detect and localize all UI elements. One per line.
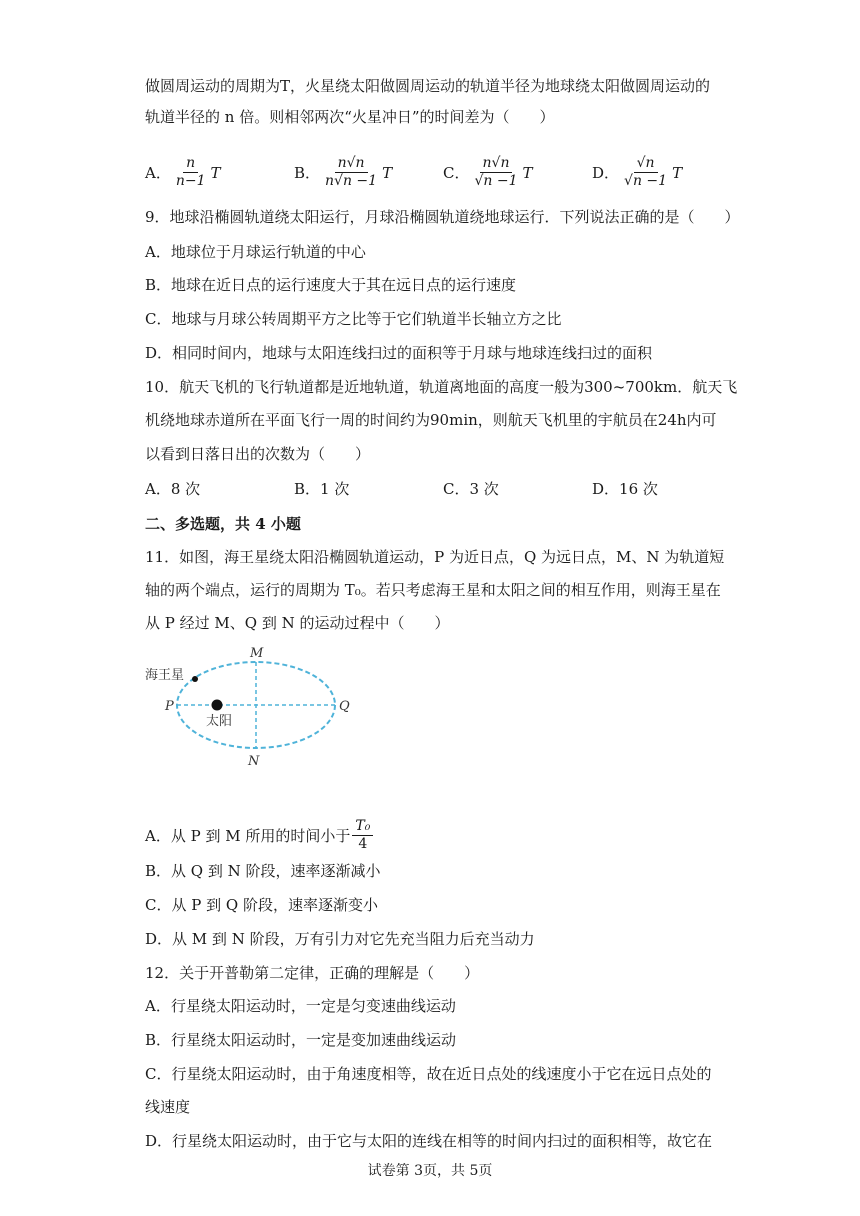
q10-option-d[interactable]: D．16 次 [592, 480, 658, 498]
label-q: Q [339, 699, 350, 714]
q10-line1: 10．航天飞机的飞行轨道都是近地轨道，轨道离地面的高度一般为300~700km．航天飞 [145, 378, 738, 396]
planet-dot [192, 676, 198, 682]
label-m: M [250, 646, 264, 661]
q10-option-c[interactable]: C．3 次 [443, 480, 499, 498]
section-heading: 二、多选题，共 4 小题 [145, 515, 301, 533]
option-tail: T [522, 163, 533, 182]
q8-option-d[interactable] [592, 155, 682, 190]
q12-option-d[interactable]: D．行星绕太阳运动时，由于它与太阳的连线在相等的时间内扫过的面积相等，故它在 [145, 1132, 713, 1150]
label-p: P [165, 699, 174, 714]
q11-line1: 11．如图，海王星绕太阳沿椭圆轨道运动，P 为近日点，Q 为远日点，M、N 为轨道短 [145, 548, 725, 566]
q11-option-a[interactable] [145, 818, 375, 853]
q12-option-b[interactable]: B．行星绕太阳运动时，一定是变加速曲线运动 [145, 1031, 457, 1049]
planet-label: 海王星 [145, 668, 185, 683]
q8-line1: 做圆周运动的周期为T，火星绕太阳做圆周运动的轨道半径为地球绕太阳做圆周运动的 [145, 77, 711, 95]
q11-option-c[interactable]: C．从 P 到 Q 阶段，速率逐渐变小 [145, 896, 378, 914]
q9-option-b[interactable]: B．地球在近日点的运行速度大于其在远日点的运行速度 [145, 276, 517, 294]
label-n: N [248, 754, 260, 769]
q8-option-b[interactable] [294, 155, 392, 190]
sun-label: 太阳 [206, 714, 233, 729]
q9-option-d[interactable]: D．相同时间内，地球与太阳连线扫过的面积等于月球与地球连线扫过的面积 [145, 344, 653, 362]
q9-option-c[interactable]: C．地球与月球公转周期平方之比等于它们轨道半长轴立方之比 [145, 310, 562, 328]
fraction: $\frac{√n}{√n -1}$ [624, 155, 668, 189]
q12-option-c[interactable]: C．行星绕太阳运动时，由于角速度相等，故在近日点处的线速度小于它在远日点处的 [145, 1065, 712, 1083]
option-tail: T [672, 163, 683, 182]
option-tail: T [210, 163, 221, 182]
fraction: $\frac{n}{n-1}$ [175, 155, 206, 189]
q10-option-a[interactable]: A．8 次 [145, 480, 201, 498]
sun-dot [212, 700, 223, 711]
q9-stem: 9．地球沿椭圆轨道绕太阳运行，月球沿椭圆轨道绕地球运行．下列说法正确的是（ ） [145, 208, 740, 226]
q11-option-d[interactable]: D．从 M 到 N 阶段，万有引力对它先充当阻力后充当动力 [145, 930, 535, 948]
q10-option-b[interactable]: B．1 次 [294, 480, 350, 498]
q10-line2: 机绕地球赤道所在平面飞行一周的时间约为90min，则航天飞机里的宇航员在24h内可 [145, 411, 717, 429]
option-label: A． [145, 164, 171, 182]
fraction: $\frac{n√n}{√n -1}$ [474, 155, 518, 189]
q12-option-a[interactable]: A．行星绕太阳运动时，一定是匀变速曲线运动 [145, 997, 456, 1015]
q11-line3: 从 P 经过 M、Q 到 N 的运动过程中（ ） [145, 614, 450, 632]
option-tail: T [382, 163, 393, 182]
option-label: D． [592, 164, 620, 182]
option-label: B． [294, 164, 321, 182]
q9-option-a[interactable]: A．地球位于月球运行轨道的中心 [145, 243, 366, 261]
option-label: C． [443, 164, 470, 182]
q8-line2: 轨道半径的 n 倍。则相邻两次“火星冲日”的时间差为（ ） [145, 108, 555, 126]
q11-line2: 轴的两个端点，运行的周期为 T₀。若只考虑海王星和太阳之间的相互作用，则海王星在 [145, 581, 721, 599]
q12-option-c-continued: 线速度 [145, 1098, 191, 1116]
q11-option-b[interactable]: B．从 Q 到 N 阶段，速率逐渐减小 [145, 862, 381, 880]
page-footer: 试卷第 3页，共 5页 [367, 1163, 493, 1179]
fraction: $\frac{n√n}{n√n -1}$ [325, 155, 378, 189]
q8-option-c[interactable] [443, 155, 533, 190]
orbit-figure [140, 642, 360, 772]
option-text: A．从 P 到 M 所用的时间小于 [145, 826, 351, 845]
q12-stem: 12．关于开普勒第二定律，正确的理解是（ ） [145, 964, 480, 982]
fraction: $\frac{\text{T₀}}{4}$ [352, 818, 373, 853]
q8-option-a[interactable] [145, 155, 221, 190]
q10-line3: 以看到日落日出的次数为（ ） [145, 445, 371, 463]
